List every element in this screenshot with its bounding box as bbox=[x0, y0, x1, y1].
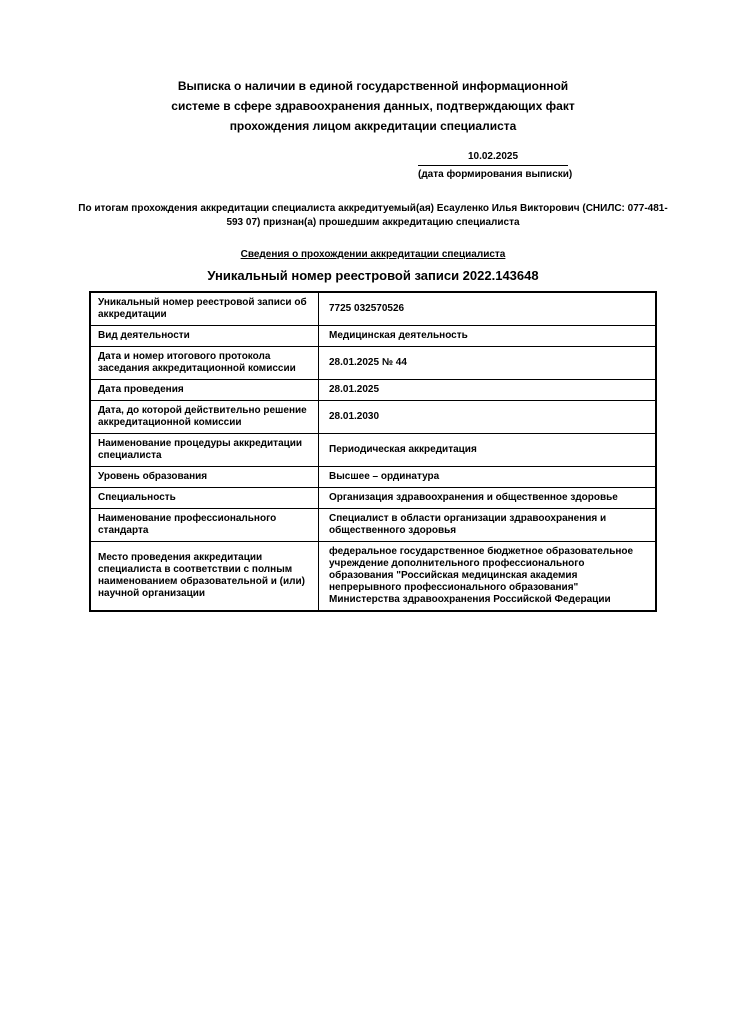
field-label: Дата проведения bbox=[90, 380, 319, 401]
field-value: Медицинская деятельность bbox=[319, 326, 657, 347]
formation-date-value: 10.02.2025 bbox=[418, 150, 568, 166]
field-label: Уровень образования bbox=[90, 467, 319, 488]
document-title-line: системе в сфере здравоохранения данных, подтверждающих факт bbox=[171, 99, 575, 113]
table-row bbox=[90, 347, 656, 380]
accreditation-table bbox=[89, 291, 657, 612]
table-row bbox=[90, 542, 656, 612]
field-value: Высшее – ординатура bbox=[319, 467, 657, 488]
field-value: 7725 032570526 bbox=[319, 292, 657, 326]
intro-line: По итогам прохождения аккредитации специалиста аккредитуемый(ая) Есауленко Илья Викторович (СНИЛС: 077-481- bbox=[78, 203, 668, 214]
field-label: Место проведения аккредитации специалиста в соответствии с полным наименованием образовательной и (или) научной организации bbox=[90, 542, 319, 612]
registry-number-heading: Уникальный номер реестровой записи 2022.143648 bbox=[207, 268, 539, 283]
document-title-line: Выписка о наличии в единой государственной информационной bbox=[177, 79, 569, 93]
field-label: Дата и номер итогового протокола заседания аккредитационной комиссии bbox=[90, 347, 319, 380]
table-row bbox=[90, 292, 656, 326]
document-title-line: прохождения лицом аккредитации специалиста bbox=[229, 119, 517, 133]
table-row bbox=[90, 326, 656, 347]
field-value: федеральное государственное бюджетное образовательное учреждение дополнительного профессионального образования "Российская медицинская академия непрерывного профессионального образования" Министерства здравоохранения Российской Федерации bbox=[319, 542, 657, 612]
field-label: Уникальный номер реестровой записи об аккредитации bbox=[90, 292, 319, 326]
document-title bbox=[0, 76, 746, 136]
field-value: Периодическая аккредитация bbox=[319, 434, 657, 467]
field-label: Специальность bbox=[90, 488, 319, 509]
table-row bbox=[90, 467, 656, 488]
table-row bbox=[90, 509, 656, 542]
table-row bbox=[90, 401, 656, 434]
field-label: Наименование процедуры аккредитации специалиста bbox=[90, 434, 319, 467]
field-label: Дата, до которой действительно решение аккредитационной комиссии bbox=[90, 401, 319, 434]
intro-paragraph bbox=[0, 202, 746, 230]
field-value: 28.01.2025 № 44 bbox=[319, 347, 657, 380]
table-row bbox=[90, 434, 656, 467]
field-value: 28.01.2030 bbox=[319, 401, 657, 434]
field-value: 28.01.2025 bbox=[319, 380, 657, 401]
table-row bbox=[90, 380, 656, 401]
field-label: Наименование профессионального стандарта bbox=[90, 509, 319, 542]
formation-date-block bbox=[418, 150, 573, 181]
section-heading: Сведения о прохождении аккредитации специалиста bbox=[240, 249, 506, 260]
formation-date-caption: (дата формирования выписки) bbox=[418, 169, 573, 180]
field-label: Вид деятельности bbox=[90, 326, 319, 347]
intro-line: 593 07) признан(а) прошедшим аккредитацию специалиста bbox=[226, 217, 520, 228]
table-row bbox=[90, 488, 656, 509]
field-value: Организация здравоохранения и общественное здоровье bbox=[319, 488, 657, 509]
field-value: Специалист в области организации здравоохранения и общественного здоровья bbox=[319, 509, 657, 542]
